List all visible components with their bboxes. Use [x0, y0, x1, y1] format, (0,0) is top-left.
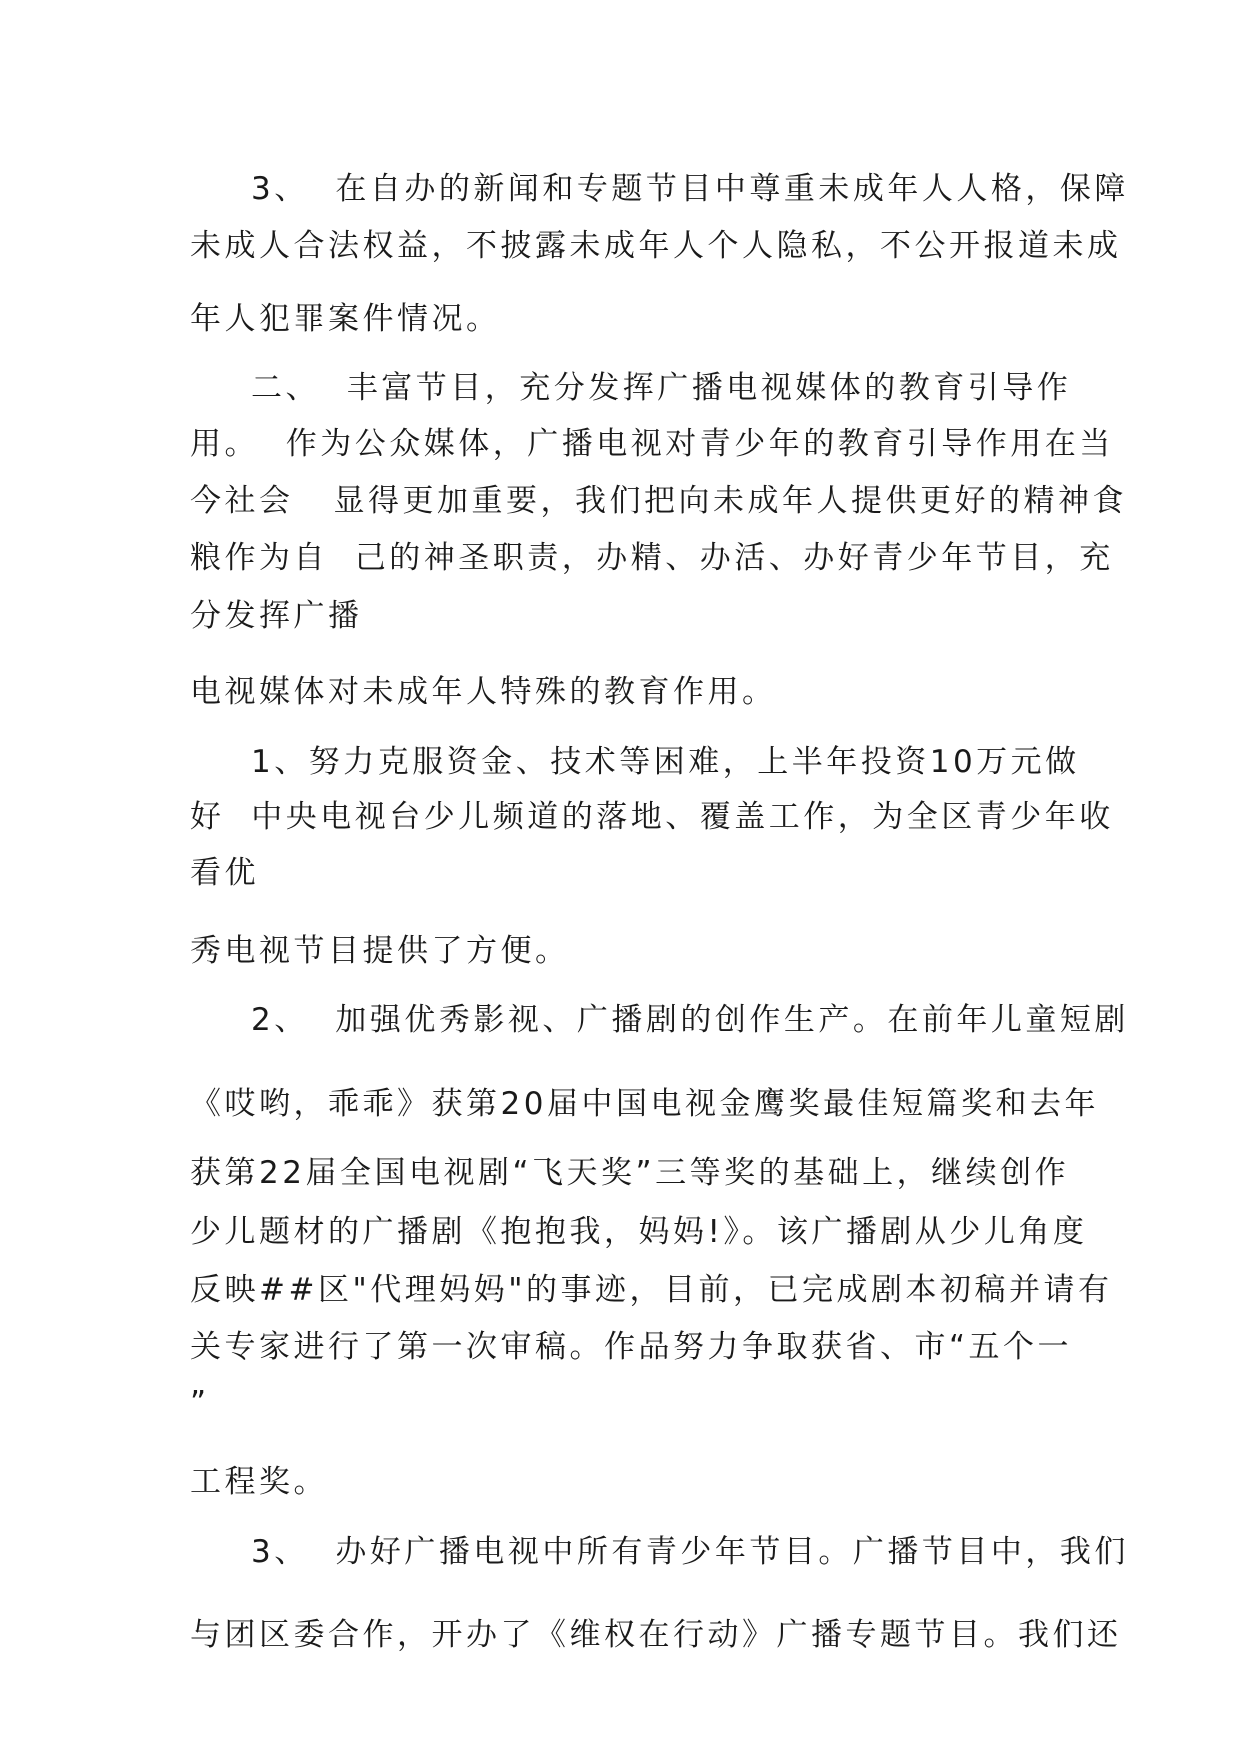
- paragraph-line-13: 秀电视节目提供了方便。: [190, 933, 570, 969]
- paragraph-line-5: 用。 作为公众媒体，广播电视对青少年的教育引导作用在当: [190, 426, 1114, 462]
- paragraph-line-7: 粮作为自 己的神圣职责，办精、办活、办好青少年节目，充: [190, 540, 1114, 576]
- paragraph-line-10: 1、努力克服资金、技术等困难，上半年投资10万元做: [251, 744, 1080, 780]
- paragraph-line-23: 与团区委合作，开办了《维权在行动》广播专题节目。我们还: [190, 1617, 1122, 1653]
- section-heading-line: 二、 丰富节目，充分发挥广播电视媒体的教育引导作: [251, 370, 1072, 406]
- paragraph-line-14: 2、 加强优秀影视、广播剧的创作生产。在前年儿童短剧: [251, 1002, 1129, 1038]
- paragraph-line-3: 年人犯罪案件情况。: [190, 301, 501, 337]
- paragraph-line-15: 《哎哟，乖乖》获第20届中国电视金鹰奖最佳短篇奖和去年: [190, 1086, 1099, 1122]
- paragraph-line-6: 今社会 显得更加重要，我们把向未成年人提供更好的精神食: [190, 483, 1128, 519]
- paragraph-line-8: 分发挥广播: [190, 598, 363, 634]
- paragraph-line-16: 获第22届全国电视剧“飞天奖”三等奖的基础上，继续创作: [190, 1155, 1070, 1191]
- paragraph-line-20: ”: [190, 1385, 210, 1421]
- paragraph-line-17: 少儿题材的广播剧《抱抱我，妈妈!》。该广播剧从少儿角度: [190, 1214, 1088, 1250]
- paragraph-line-21: 工程奖。: [190, 1464, 328, 1500]
- paragraph-line-18: 反映##区"代理妈妈"的事迹，目前，已完成剧本初稿并请有: [190, 1272, 1113, 1308]
- paragraph-line-9: 电视媒体对未成年人特殊的教育作用。: [190, 674, 777, 710]
- paragraph-line-22: 3、 办好广播电视中所有青少年节目。广播节目中，我们: [251, 1534, 1129, 1570]
- paragraph-line-1: 3、 在自办的新闻和专题节目中尊重未成年人人格，保障: [251, 171, 1129, 207]
- paragraph-line-11: 好 中央电视台少儿频道的落地、覆盖工作，为全区青少年收: [190, 799, 1114, 835]
- paragraph-line-2: 未成人合法权益，不披露未成年人个人隐私，不公开报道未成: [190, 228, 1122, 264]
- paragraph-line-12: 看优: [190, 855, 259, 891]
- paragraph-line-19: 关专家进行了第一次审稿。作品努力争取获省、市“五个一: [190, 1329, 1073, 1365]
